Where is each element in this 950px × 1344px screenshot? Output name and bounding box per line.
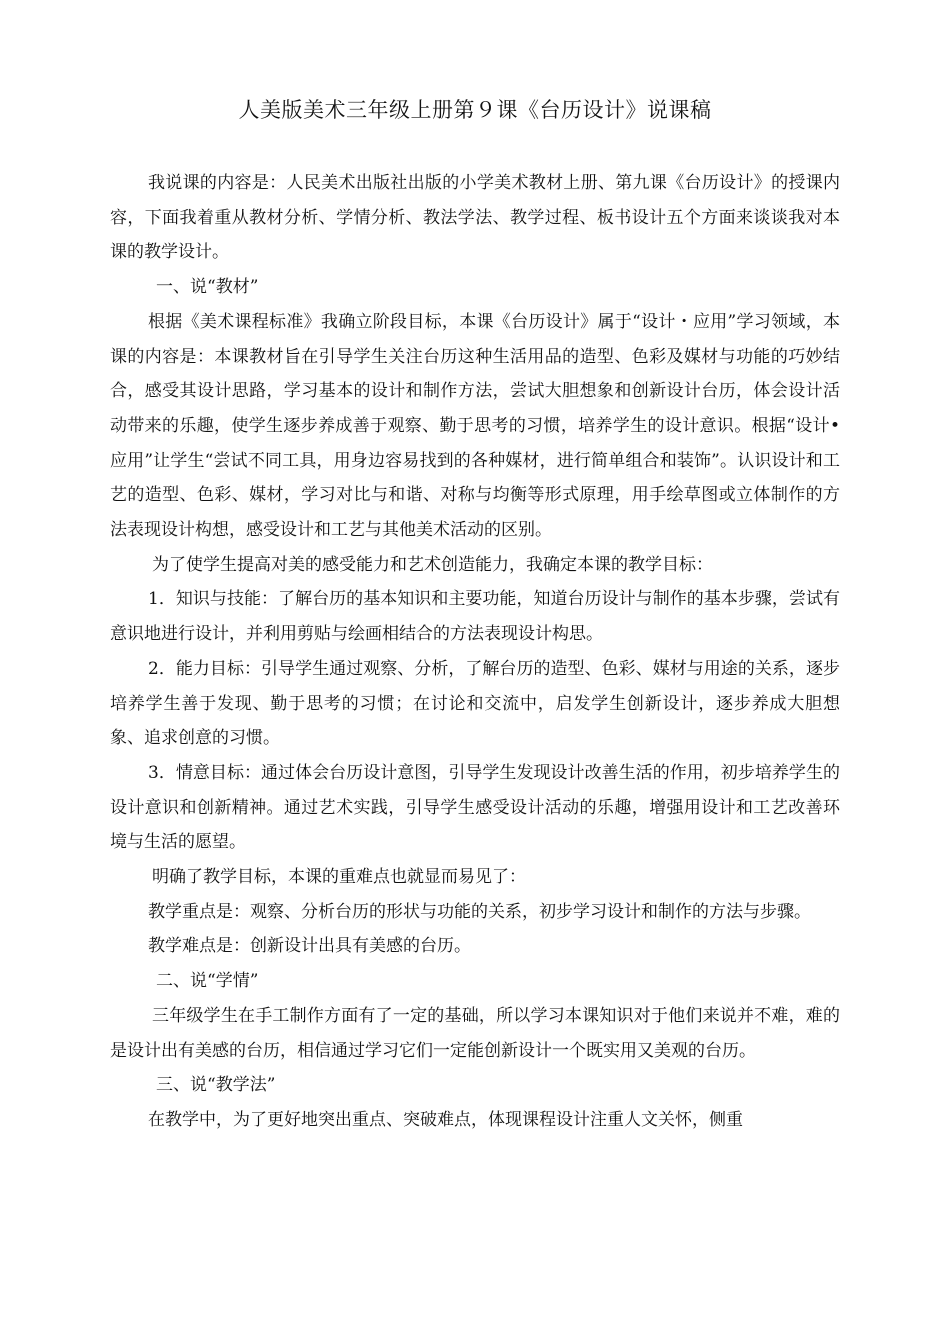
paragraph-goal-3: 3．情意目标：通过体会台历设计意图，引导学生发现设计改善生活的作用，初步培养学生的设计意识和创新精神。通过艺术实践，引导学生感受设计活动的乐趣，增强用设计和工艺改善环境与生活的愿望。 [110, 762, 840, 853]
paragraph-goal-1: 1．知识与技能：了解台历的基本知识和主要功能，知道台历设计与制作的基本步骤，尝试有意识地进行设计，并利用剪贴与绘画相结合的方法表现设计构思。 [110, 589, 840, 645]
section-heading-methods: 三、说“教学法” [156, 1075, 276, 1096]
paragraph-textbook: 根据《美术课程标准》我确立阶段目标，本课《台历设计》属于“设计・应用”学习领域，本课的内容是：本课教材旨在引导学生关注台历这种生活用品的造型、色彩及媒材与功能的巧妙结合，感受其设计思路，学习基本的设计和制作方法，尝试大胆想象和创新设计台历，体会设计活动带来的乐趣，使学生逐步养成善于观察、勤于思考的习惯，培养学生的设计意识。根据“设计•应用”让学生“尝试不同工具，用身边容易找到的各种媒材，进行简单组合和装饰”。认识设计和工艺的造型、色彩、媒材，学习对比与和谐、对称与均衡等形式原理，用手绘草图或立体制作的方法表现设计构想，感受设计和工艺与其他美术活动的区别。 [110, 311, 840, 541]
paragraph-students: 三年级学生在手工制作方面有了一定的基础，所以学习本课知识对于他们来说并不难，难的是设计出有美感的台历，相信通过学习它们一定能创新设计一个既实用又美观的台历。 [110, 1005, 840, 1061]
paragraph-methods: 在教学中，为了更好地突出重点、突破难点，体现课程设计注重人文关怀，侧重 [148, 1109, 743, 1130]
section-heading-textbook: 一、说“教材” [156, 277, 259, 298]
document-body [110, 166, 840, 1138]
paragraph-key-point: 教学重点是：观察、分析台历的形状与功能的关系，初步学习设计和制作的方法与步骤。 [148, 901, 811, 922]
section-heading-students: 二、说“学情” [156, 971, 259, 992]
paragraph-key-points-intro: 明确了教学目标，本课的重难点也就显而易见了： [152, 867, 526, 888]
paragraph-intro: 我说课的内容是：人民美术出版社出版的小学美术教材上册、第九课《台历设计》的授课内容，下面我着重从教材分析、学情分析、教法学法、教学过程、板书设计五个方面来谈谈我对本课的教学设计。 [110, 173, 840, 263]
paragraph-goals-intro: 为了使学生提高对美的感受能力和艺术创造能力，我确定本课的教学目标： [152, 554, 713, 575]
paragraph-goal-2: 2．能力目标：引导学生通过观察、分析，了解台历的造型、色彩、媒材与用途的关系，逐步培养学生善于发现、勤于思考的习惯；在讨论和交流中，启发学生创新设计，逐步养成大胆想象、追求创意的习惯。 [110, 658, 840, 749]
document-title: 人美版美术三年级上册第９课《台历设计》说课稿 [238, 98, 712, 122]
paragraph-difficulty: 教学难点是：创新设计出具有美感的台历。 [148, 936, 471, 957]
